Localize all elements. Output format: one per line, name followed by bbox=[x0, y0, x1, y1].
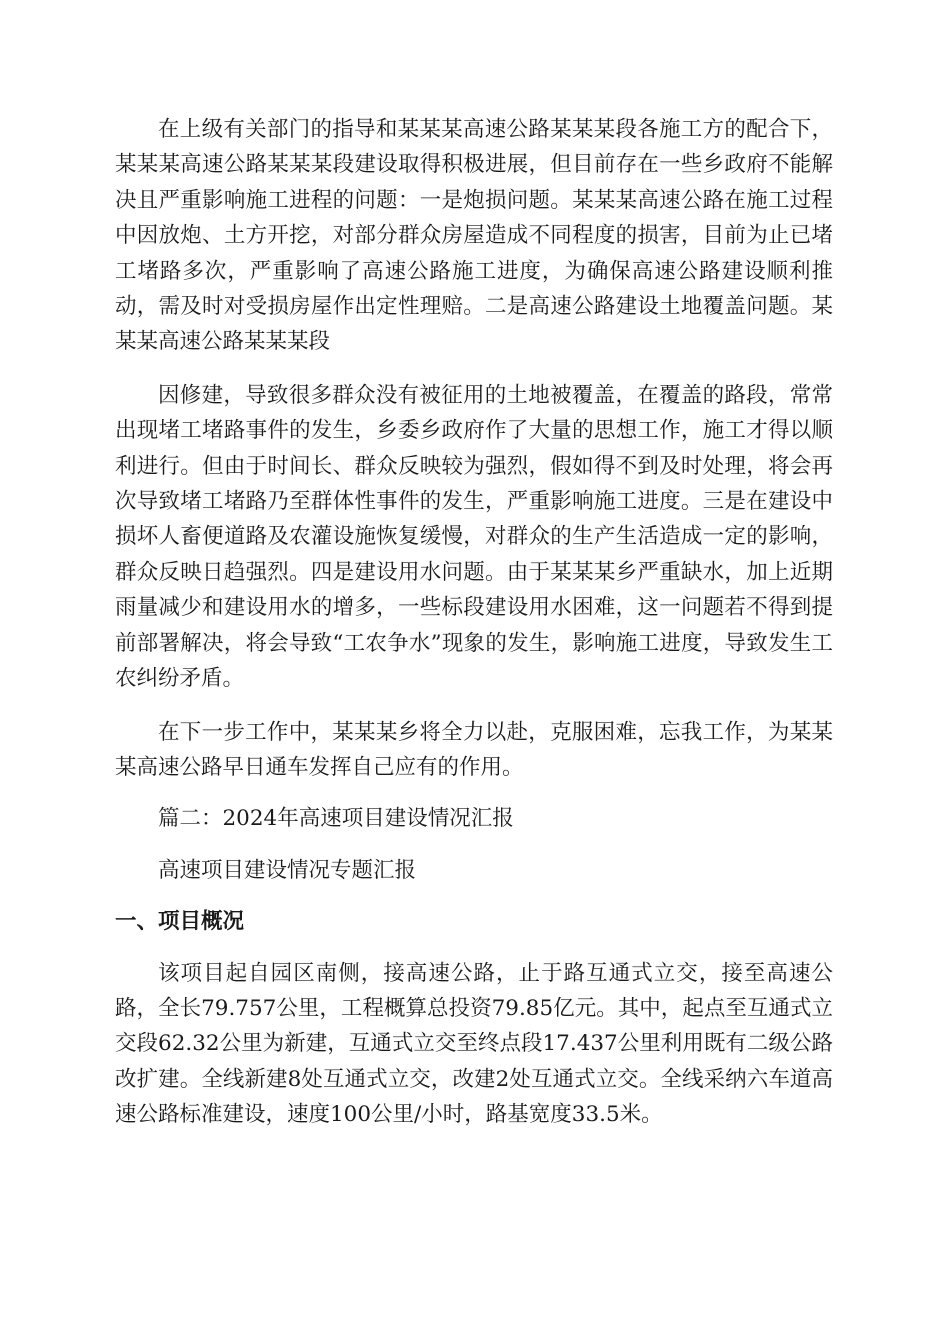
article-two-title: 篇二：2024年高速项目建设情况汇报 bbox=[158, 806, 514, 832]
paragraph-next-steps: 在下一步工作中，某某某乡将全力以赴，克服困难，忘我工作，为某某某高速公路早日通车发挥自己应有的作用。 bbox=[115, 719, 833, 780]
paragraph-problems-continued: 因修建，导致很多群众没有被征用的土地被覆盖，在覆盖的路段，常常出现堵工堵路事件的发生，乡委乡政府作了大量的思想工作，施工才得以顺利进行。但由于时间长、群众反映较为强烈，假如得不到及时处理，将会再次导致堵工堵路乃至群体性事件的发生，严重影响施工进度。三是在建设中损坏人畜便道路及农灌设施恢复缓慢，对群众的生产生活造成一定的影响，群众反映日趋强烈。四是建设用水问题。由于某某某乡严重缺水，加上近期雨量减少和建设用水的增多，一些标段建设用水困难，这一问题若不得到提前部署解决，将会导致“工农争水”现象的发生，影响施工进度，导致发生工农纠纷矛盾。 bbox=[115, 382, 833, 692]
document-page bbox=[115, 112, 833, 1133]
report-subtitle: 高速项目建设情况专题汇报 bbox=[158, 857, 417, 883]
paragraph-project-overview: 该项目起自园区南侧，接高速公路，止于路互通式立交，接至高速公路，全长79.757公里，工程概算总投资79.85亿元。其中，起点至互通式立交段62.32公里为新建，互通式立交至终点段17.437公里利用既有二级公路改扩建。全线新建8处互通式立交，改建2处互通式立交。全线采纳六车道高速公路标准建设，速度100公里/小时，路基宽度33.5米。 bbox=[115, 960, 833, 1128]
section-heading-project-overview: 一、项目概况 bbox=[115, 909, 245, 935]
paragraph-problems-intro: 在上级有关部门的指导和某某某高速公路某某某段各施工方的配合下，某某某高速公路某某某段建设取得积极进展，但目前存在一些乡政府不能解决且严重影响施工进程的问题：一是炮损问题。某某某高速公路在施工过程中因放炮、土方开挖，对部分群众房屋造成不同程度的损害，目前为止已堵工堵路多次，严重影响了高速公路施工进度，为确保高速公路建设顺利推动，需及时对受损房屋作出定性理赔。二是高速公路建设土地覆盖问题。某某某高速公路某某某段 bbox=[115, 117, 833, 355]
